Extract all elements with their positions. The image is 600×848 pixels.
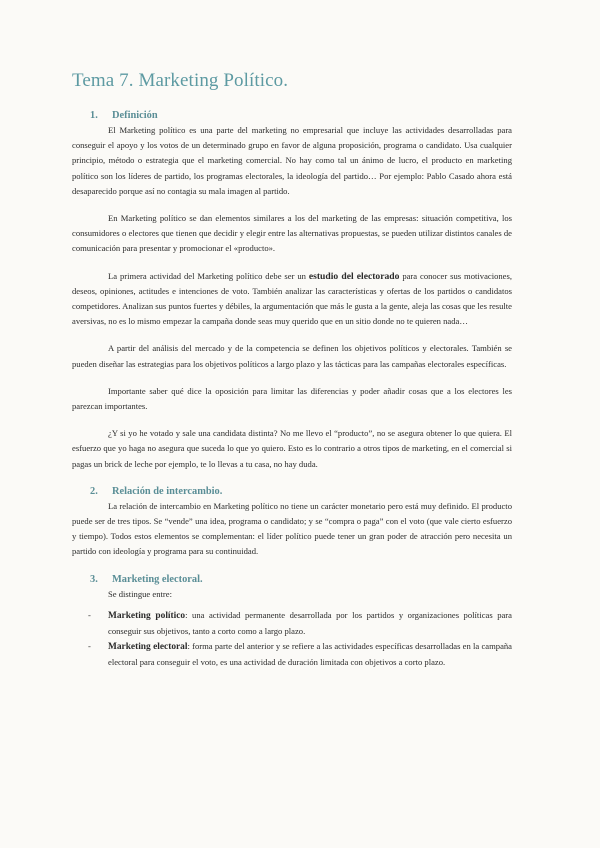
paragraph: La relación de intercambio en Marketing político no tiene un carácter monetario pero está muy definido. El producto puede ser de tres tipos. Se “vende” una idea, programa o candidato; y se “compra o paga” con el voto (que vale cierto esfuerzo y tiempo). Todos estos elementos se complementan: el líder político puede tener un gran poder de atracción pero necesita un partido con ideología y programa para su continuidad. [72, 500, 512, 557]
bullet-dash: - [88, 609, 91, 620]
paragraph-text: para conocer sus motivaciones, deseos, opiniones, actitudes e intenciones de voto. También analizar las características y ofertas de los partidos o candidatos competidores. Analizan sus puntos fuertes y débiles, la argumentación que más le gusta a la gente, aleja las cosas que les resulte aversivas, no es lo mismo empezar la campaña donde seas muy querido que en un sitio donde no te quieren nada… [72, 270, 512, 327]
section-title: Relación de intercambio. [112, 485, 223, 497]
definition-list [72, 608, 512, 671]
paragraph: En Marketing político se dan elementos similares a los del marketing de las empresas: situación competitiva, los consumidores o electores que tienen que decidir y elegir entre las alternativas propuestas, se pueden utilizar distintos canales de comunicación para presentar y promocionar el «producto». [72, 213, 512, 254]
list-term: Marketing político [108, 610, 186, 621]
paragraph [72, 269, 512, 330]
paragraph: ¿Y si yo he votado y sale una candidata distinta? No me llevo el “producto”, no se asegura obtener lo que quiera. El esfuerzo que yo haga no asegura que suceda lo que yo quiero. Esto es lo contrario a otros tipos de marketing, en el comercial si pagas un brick de leche por ejemplo, te lo llevas a tu casa, no hay duda. [72, 428, 512, 469]
list-term: Marketing electoral [108, 642, 188, 653]
section-title: Marketing electoral. [112, 573, 203, 585]
bullet-dash: - [88, 641, 91, 652]
paragraph: A partir del análisis del mercado y de la competencia se definen los objetivos políticos y electorales. También se pueden diseñar las estrategias para los objetivos políticos a largo plazo y las tácticas para las campañas electorales específicas. [72, 343, 512, 369]
paragraph: El Marketing político es una parte del marketing no empresarial que incluye las actividades desarrolladas para conseguir el apoyo y los votos de un determinado grupo en favor de alguna proposición, programa o candidato. Usa cualquier principio, método o estrategia que el marketing comercial. No hay como tal un ánimo de lucro, el producto en marketing político son los líderes de partido, los programas electorales, la ideología del partido… Por ejemplo: Pablo Casado ahora está desaparecido porque así no contagia su mala imagen al partido. [72, 125, 512, 196]
section-number: 3. [90, 573, 98, 585]
list-item [72, 639, 512, 670]
section-number: 2. [90, 485, 98, 497]
paragraph-text: La primera actividad del Marketing político debe ser un [108, 270, 309, 281]
section-number: 1. [90, 110, 98, 121]
list-item [72, 608, 512, 639]
section-heading-marketing-electoral [72, 574, 512, 585]
section-intro: Se distingue entre: [108, 588, 172, 599]
page-title: Tema 7. Marketing Político. [72, 70, 289, 91]
section-heading-definicion [72, 110, 512, 121]
list-text: : una actividad permanente desarrollada por los partidos y organizaciones políticas para conseguir sus objetivos, tanto a corto como a largo plazo. [108, 609, 512, 637]
list-text: : forma parte del anterior y se refiere a las actividades específicas desarrolladas en la campaña electoral para conseguir el voto, es una actividad de duración limitada con objetivos a corto plazo. [108, 641, 512, 668]
highlighted-term: estudio del electorado [308, 270, 400, 282]
section-heading-relacion-intercambio [72, 486, 512, 497]
section-title: Definición [112, 110, 158, 121]
paragraph: Importante saber qué dice la oposición para limitar las diferencias y poder añadir cosas que a los electores les parezcan importantes. [72, 385, 512, 412]
